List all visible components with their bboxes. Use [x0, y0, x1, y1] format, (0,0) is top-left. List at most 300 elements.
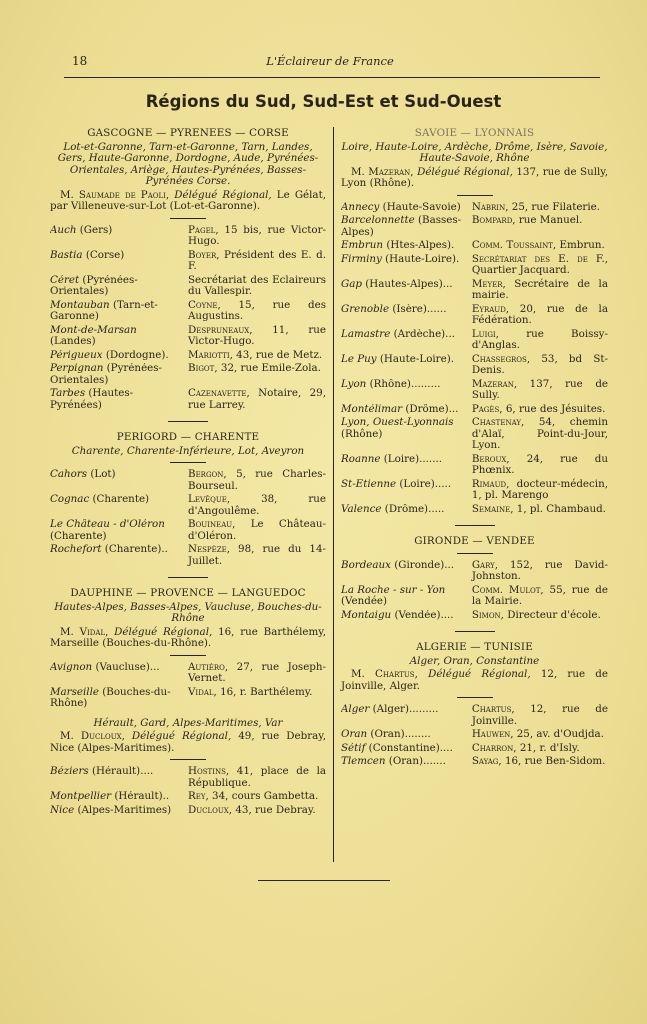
- department-name: (Alpes-Maritimes): [77, 804, 172, 816]
- leader-name: Nabrin,: [471, 200, 509, 213]
- divider: [455, 631, 495, 632]
- directory-entry: [50, 325, 326, 348]
- leader-name: Hauwen,: [471, 728, 514, 740]
- directory-entry: [341, 504, 608, 516]
- divider: [170, 655, 206, 656]
- address: 27, rue Joseph-Vernet.: [188, 660, 326, 684]
- department-name: (Rhône): [341, 427, 383, 440]
- address: Secrétaire de la mairie.: [471, 277, 608, 301]
- entry-contact: [472, 354, 608, 377]
- entry-location: [341, 417, 472, 452]
- city-name: Firminy: [341, 253, 382, 265]
- entry-contact: [188, 363, 326, 386]
- entry-contact: [472, 560, 608, 583]
- entry-contact: [472, 304, 608, 327]
- directory-entry: [341, 202, 608, 214]
- address: 6, rue des Jésuites.: [505, 402, 606, 415]
- leader-name: Ducloux,: [188, 803, 233, 816]
- directory-list: [341, 704, 608, 768]
- address: Embrun.: [559, 239, 605, 251]
- directory-entry: [341, 404, 608, 416]
- department-name: (Haute-Loire).: [379, 353, 454, 365]
- entry-contact: [188, 662, 326, 685]
- entry-contact: [472, 729, 608, 741]
- directory-entry: [341, 329, 608, 352]
- entry-location: [341, 560, 472, 583]
- address: Quartier Jacquard.: [471, 264, 570, 276]
- city-name: Montpellier: [50, 791, 112, 802]
- directory-entry: [341, 743, 608, 755]
- leader-name: Secrétariat des E. de F.,: [471, 252, 608, 265]
- department-name: (Vendée): [341, 595, 388, 607]
- department-name: (Loire).......: [383, 453, 443, 465]
- regional-delegate: M. Mazeran, Délégué Régional, 137, rue de Sully, Lyon (Rhône).: [341, 165, 609, 189]
- address: Secrétariat des Eclaireurs du Vallespir.: [188, 273, 326, 297]
- page-title: Régions du Sud, Sud-Est et Sud-Ouest: [145, 92, 502, 111]
- entry-contact: [188, 494, 326, 517]
- divider: [457, 553, 493, 554]
- section-title: SAVOIE — LYONNAIS: [414, 127, 535, 139]
- regional-delegate: M. Vidal, Délégué Régional, 16, rue Barthélemy, Marseille (Bouches-du-Rhône).: [50, 625, 327, 649]
- department-name: (Lot): [90, 469, 116, 480]
- publication-title: L'Éclaireur de France: [266, 54, 394, 68]
- section-title: GIRONDE — VENDEE: [414, 535, 535, 547]
- section-title: GASCOGNE — PYRENEES — CORSE: [87, 127, 289, 139]
- address: docteur-médecin, 1, pl. Marengo: [471, 477, 608, 501]
- department-name: (Bouches-du-Rhône): [50, 686, 171, 709]
- entry-contact: [472, 202, 608, 214]
- entry-location: [50, 766, 188, 789]
- entry-location: [50, 805, 188, 817]
- entry-contact: [472, 404, 608, 416]
- directory-entry: [50, 687, 326, 710]
- leader-name: Rey,: [188, 790, 209, 802]
- entry-location: [341, 329, 472, 352]
- leader-name: Despruneaux,: [188, 323, 253, 336]
- entry-contact: [472, 504, 608, 516]
- department-name: (Hérault)....: [91, 766, 154, 777]
- entry-contact: [472, 743, 608, 755]
- leader-name: Luigi,: [471, 327, 499, 340]
- department-name: (Basses-Alpes): [341, 215, 462, 238]
- leader-name: Comm. Mulot,: [471, 583, 544, 596]
- leader-name: Coyne,: [188, 298, 221, 311]
- entry-contact: [188, 325, 326, 348]
- header-rule: [64, 77, 600, 78]
- directory-entry: [50, 662, 326, 685]
- address: 43, rue de Metz.: [236, 348, 323, 361]
- entry-location: [50, 363, 188, 386]
- directory-entry: [50, 519, 326, 542]
- directory-entry: [341, 454, 608, 477]
- department-name: (Tarn-et-Garonne): [50, 299, 158, 322]
- entry-location: [50, 469, 188, 492]
- city-name: Cahors: [50, 469, 88, 480]
- running-header: [60, 54, 600, 72]
- entry-location: [341, 704, 472, 727]
- address: 24, rue du Phœnix.: [471, 452, 608, 476]
- department-name: (Charente): [92, 494, 150, 505]
- department-name: (Haute-Loire).: [385, 253, 460, 265]
- department-name: (Charente): [50, 529, 107, 542]
- directory-entry: [341, 479, 608, 502]
- directory-entry: [341, 610, 608, 622]
- leader-name: Cazenavette,: [188, 387, 250, 399]
- leader-name: Boyer,: [188, 248, 220, 261]
- entry-contact: [472, 254, 608, 277]
- leader-name: Sayag,: [471, 755, 502, 767]
- address: 32, rue Emile-Zola.: [220, 362, 321, 374]
- leader-name: Vidal,: [188, 685, 217, 698]
- directory-entry: [341, 240, 608, 252]
- address: Notaire, 29, rue Larrey.: [188, 387, 326, 411]
- divider: [168, 577, 208, 578]
- directory-entry: [341, 215, 608, 238]
- entry-contact: [188, 350, 326, 362]
- entry-contact: [472, 279, 608, 302]
- section-title: ALGERIE — TUNISIE: [416, 641, 533, 653]
- department-name: (Ardèche)...: [393, 328, 455, 340]
- entry-location: [50, 275, 188, 298]
- department-name: (Hautes-Alpes)...: [365, 278, 453, 290]
- city-name: Lamastre: [341, 328, 391, 340]
- entry-contact: [472, 329, 608, 352]
- directory-entry: [50, 350, 326, 362]
- address: 5, rue Charles-Bourseul.: [188, 468, 326, 492]
- regional-delegate: M. Saumade de Paoli, Délégué Régional, Le Gélat, par Villeneuve-sur-Lot (Lot-et-Garonne).: [50, 188, 326, 212]
- entry-location: [341, 756, 472, 768]
- entry-contact: [472, 417, 608, 452]
- directory-entry: [341, 279, 608, 302]
- section-departments: Charente, Charente-Inférieure, Lot, Aveyron: [71, 444, 305, 457]
- entry-contact: [188, 469, 326, 492]
- city-name: Tlemcen: [341, 756, 386, 767]
- entry-location: [341, 743, 472, 755]
- department-name: (Loire).....: [399, 478, 452, 490]
- city-name: Barcelonnette: [341, 215, 415, 226]
- leader-name: Comm. Toussaint,: [471, 239, 557, 251]
- directory-list: [50, 469, 326, 567]
- leader-name: Eyraud,: [471, 302, 510, 315]
- footer-ornament-rule: [258, 880, 390, 881]
- divider: [457, 195, 493, 196]
- city-name: Embrun: [341, 240, 384, 251]
- city-name: Lyon: [341, 378, 367, 390]
- entry-contact: [472, 379, 608, 402]
- entry-contact: [188, 519, 326, 542]
- entry-location: [50, 544, 188, 567]
- city-name: Marseille: [50, 686, 99, 698]
- department-name: (Gers): [79, 224, 113, 236]
- directory-entry: [341, 560, 608, 583]
- entry-location: [341, 454, 472, 477]
- city-name: Oran: [341, 729, 368, 740]
- entry-contact: [188, 225, 326, 248]
- department-name: (Oran).......: [388, 756, 446, 767]
- divider: [457, 697, 493, 698]
- city-name: Béziers: [50, 766, 89, 777]
- leader-name: Bompard,: [471, 214, 516, 226]
- city-name: Montauban: [50, 299, 110, 311]
- address: 34, cours Gambetta.: [212, 790, 319, 802]
- leader-name: Chastenay,: [471, 416, 525, 428]
- entry-contact: [188, 805, 326, 817]
- city-name: Tarbes: [50, 388, 86, 399]
- directory-entry: [50, 250, 326, 273]
- section-title: DAUPHINE — PROVENCE — LANGUEDOC: [70, 587, 306, 599]
- directory-entry: [341, 417, 608, 452]
- department-name: (Hautes-Pyrénées): [50, 388, 134, 411]
- city-name: Montaigu: [341, 609, 392, 621]
- directory-entry: [50, 766, 326, 789]
- city-name: Le Puy: [341, 353, 377, 365]
- city-name: Céret: [50, 274, 80, 286]
- entry-location: [50, 350, 188, 362]
- entry-location: [50, 662, 188, 685]
- city-name: Cognac: [50, 494, 90, 505]
- entry-contact: [472, 756, 608, 768]
- directory-list: [341, 560, 608, 622]
- address: 53, bd St-Denis.: [471, 352, 608, 376]
- section-departments: Loire, Haute-Loire, Ardèche, Drôme, Isère, Savoie, Haute-Savoie, Rhône: [341, 140, 608, 164]
- department-name: (Landes): [50, 335, 96, 347]
- entry-contact: [188, 544, 326, 567]
- city-name: Avignon: [50, 661, 93, 673]
- entry-contact: [472, 240, 608, 252]
- city-name: Grenoble: [341, 303, 390, 315]
- section-departments: Hérault, Gard, Alpes-Maritimes, Var: [93, 716, 283, 729]
- directory-entry: [50, 388, 326, 411]
- leader-name: Gary,: [471, 558, 499, 571]
- address: 12, rue de Joinville.: [471, 703, 608, 727]
- address: rue Manuel.: [518, 214, 583, 226]
- city-name: Lyon, Ouest-Lyonnais: [341, 417, 454, 428]
- city-name: Montélimar: [341, 403, 403, 415]
- department-name: (Alger).........: [372, 704, 439, 715]
- entry-contact: [472, 585, 608, 608]
- entry-location: [50, 494, 188, 517]
- city-name: Alger: [341, 704, 370, 715]
- entry-location: [341, 379, 472, 402]
- directory-entry: [50, 275, 326, 298]
- entry-location: [341, 279, 472, 302]
- divider: [170, 759, 206, 760]
- address: 15, rue des Augustins.: [188, 298, 326, 322]
- address: 25, rue Filaterie.: [511, 200, 601, 213]
- city-name: Bastia: [50, 249, 83, 261]
- directory-list: [50, 662, 326, 710]
- address: 43, rue Debray.: [235, 803, 316, 816]
- entry-location: [50, 300, 188, 323]
- entry-location: [341, 729, 472, 741]
- leader-name: Semaine,: [471, 502, 514, 515]
- section-title: PERIGORD — CHARENTE: [116, 431, 260, 443]
- department-name: (Vendée)....: [394, 609, 454, 621]
- entry-location: [50, 325, 188, 348]
- city-name: Roanne: [341, 453, 381, 465]
- directory-list: [341, 202, 608, 516]
- leader-name: Pagel,: [188, 223, 219, 236]
- city-name: Auch: [50, 224, 77, 236]
- city-name: Rochefort: [50, 544, 102, 555]
- directory-entry: [341, 729, 608, 741]
- entry-location: [341, 202, 472, 214]
- leader-name: Simon,: [471, 608, 504, 621]
- address: 38, rue d'Angoulême.: [188, 493, 326, 517]
- department-name: (Pyrénées-Orientales): [50, 274, 138, 297]
- department-name: (Isère)......: [392, 303, 447, 315]
- department-name: (Dordogne).: [105, 349, 169, 361]
- entry-contact: [472, 704, 608, 727]
- leader-name: Chartus,: [471, 703, 515, 715]
- entry-location: [341, 610, 472, 622]
- leader-name: Pagès,: [471, 402, 503, 415]
- leader-name: Meyer,: [471, 277, 506, 290]
- address: 152, rue David-Johnston.: [471, 558, 608, 582]
- leader-name: Nespèze,: [188, 543, 230, 555]
- directory-entry: [50, 494, 326, 517]
- leader-name: Levêque,: [188, 493, 231, 505]
- department-name: (Haute-Savoie): [382, 201, 461, 213]
- department-name: (Drôme)...: [405, 403, 459, 415]
- city-name: Valence: [341, 503, 382, 515]
- address: Le Château-d'Oléron.: [188, 518, 326, 542]
- divider: [168, 421, 208, 422]
- directory-entry: [341, 254, 608, 277]
- leader-name: Mazeran,: [471, 377, 518, 390]
- department-name: (Htes-Alpes).: [386, 240, 455, 251]
- leader-name: Chassegros,: [471, 352, 531, 365]
- entry-location: [341, 254, 472, 277]
- entry-contact: [188, 300, 326, 323]
- department-name: (Drôme).....: [384, 503, 445, 515]
- address: 54, chemin d'Alaï, Point-du-Jour, Lyon.: [471, 416, 608, 451]
- directory-entry: [50, 791, 326, 803]
- directory-entry: [341, 304, 608, 327]
- directory-entry: [50, 363, 326, 386]
- address: 20, rue de la Fédération.: [471, 302, 608, 326]
- directory-entry: [341, 585, 608, 608]
- divider: [170, 218, 206, 219]
- section-departments: Alger, Oran, Constantine: [409, 654, 540, 667]
- entry-contact: [188, 791, 326, 803]
- left-column: [50, 126, 326, 816]
- department-name: (Hérault)..: [114, 791, 170, 802]
- entry-contact: [472, 610, 608, 622]
- directory-entry: [50, 544, 326, 567]
- address: 55, rue de la Mairie.: [471, 583, 608, 607]
- city-name: St-Etienne: [341, 478, 397, 490]
- directory-entry: [341, 354, 608, 377]
- entry-location: [341, 585, 472, 608]
- leader-name: Beroux,: [471, 452, 510, 465]
- address: 11, rue Victor-Hugo.: [188, 323, 326, 347]
- address: 1, pl. Chambaud.: [516, 502, 606, 515]
- address: 21, r. d'Isly.: [519, 741, 580, 754]
- divider: [170, 462, 206, 463]
- address: 16, r. Barthélemy.: [220, 685, 313, 698]
- city-name: La Roche - sur - Yon: [341, 584, 446, 596]
- department-name: (Oran)........: [370, 729, 431, 740]
- directory-entry: [50, 225, 326, 248]
- entry-contact: [188, 388, 326, 411]
- address: 16, rue Ben-Sidom.: [504, 755, 606, 767]
- entry-location: [341, 215, 472, 238]
- address: Directeur d'école.: [507, 608, 601, 621]
- entry-location: [341, 504, 472, 516]
- department-name: (Charente)..: [104, 544, 168, 555]
- leader-name: Mariotti,: [188, 348, 233, 361]
- address: 137, rue de Sully.: [471, 377, 608, 401]
- department-name: (Rhône).........: [369, 378, 441, 390]
- city-name: Gap: [341, 278, 362, 290]
- entry-location: [50, 250, 188, 273]
- leader-name: Bergon,: [188, 468, 227, 480]
- leader-name: Bouineau,: [188, 518, 236, 530]
- directory-list: [50, 225, 326, 412]
- city-name: Mont-de-Marsan: [50, 324, 137, 336]
- leader-name: Bigot,: [188, 362, 218, 374]
- department-name: (Corse): [85, 249, 125, 261]
- leader-name: Charron,: [471, 741, 517, 754]
- regional-delegate: M. Ducloux, Délégué Régional, 49, rue Debray, Nice (Alpes-Maritimes).: [50, 730, 327, 754]
- entry-location: [50, 225, 188, 248]
- entry-contact: [188, 687, 326, 710]
- department-name: (Constantine)....: [368, 742, 453, 754]
- city-name: Perpignan: [50, 363, 104, 374]
- entry-contact: [188, 275, 326, 298]
- entry-location: [341, 240, 472, 252]
- city-name: Annecy: [341, 201, 380, 213]
- city-name: Périgueux: [50, 349, 103, 361]
- entry-location: [341, 304, 472, 327]
- section-departments: Hautes-Alpes, Basses-Alpes, Vaucluse, Bouches-du-Rhône: [54, 600, 322, 624]
- column-divider: [333, 127, 334, 862]
- directory-entry: [50, 805, 326, 817]
- entry-contact: [188, 766, 326, 789]
- leader-name: Rimaud,: [471, 477, 510, 490]
- entry-location: [341, 404, 472, 416]
- directory-entry: [341, 756, 608, 768]
- entry-location: [341, 479, 472, 502]
- divider: [455, 525, 495, 526]
- right-column: [341, 126, 608, 768]
- directory-entry: [341, 379, 608, 402]
- city-name: Nice: [50, 804, 75, 816]
- directory-list: [50, 766, 326, 816]
- leader-name: Autiéro,: [188, 660, 229, 673]
- section-departments: Lot-et-Garonne, Tarn-et-Garonne, Tarn, Landes, Gers, Haute-Garonne, Dordogne, Aude, Pyrénées-Orientales, Ariège, Hautes-Pyrénées, Basses-Pyrénées Corse.: [57, 140, 319, 187]
- address: 15 bis, rue Victor-Hugo.: [188, 223, 326, 247]
- leader-name: Hostins,: [188, 765, 230, 777]
- entry-contact: [472, 454, 608, 477]
- entry-location: [341, 354, 472, 377]
- department-name: (Vaucluse)...: [95, 661, 160, 673]
- entry-location: [50, 791, 188, 803]
- city-name: Sétif: [341, 742, 366, 754]
- directory-entry: [50, 469, 326, 492]
- address: rue Boissy-d'Anglas.: [471, 327, 608, 351]
- city-name: Bordeaux: [341, 559, 391, 571]
- address: Président des E. d. F.: [188, 248, 326, 272]
- address: 41, place de la République.: [188, 765, 326, 789]
- directory-entry: [341, 704, 608, 727]
- department-name: (Gironde)...: [394, 559, 455, 571]
- regional-delegate: M. Chartus, Délégué Régional, 12, rue de Joinville, Alger.: [341, 668, 608, 692]
- address: 98, rue du 14-Juillet.: [188, 543, 326, 567]
- directory-entry: [50, 300, 326, 323]
- page-number: 18: [72, 54, 88, 68]
